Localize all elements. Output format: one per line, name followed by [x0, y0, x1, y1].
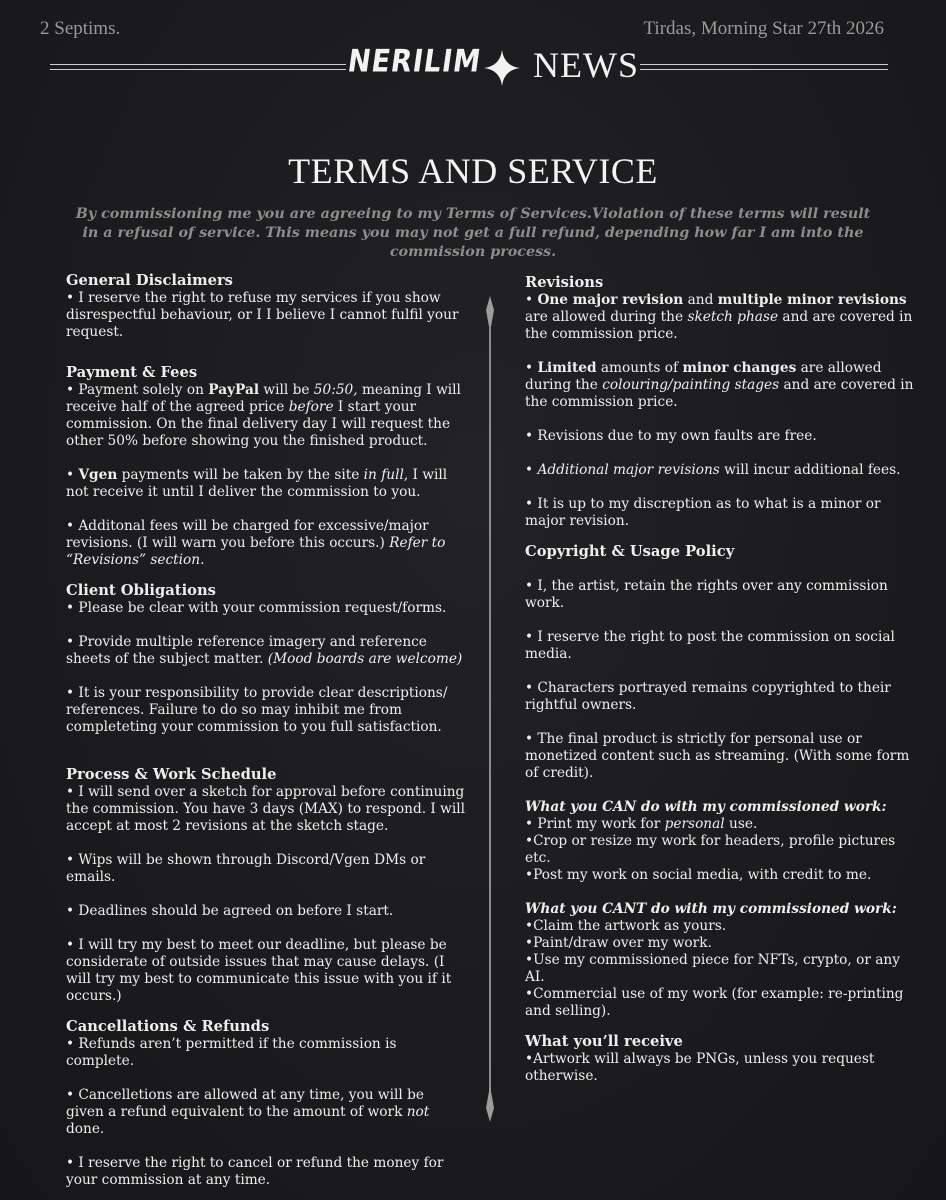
payment-fees-text: • Additonal fees will be charged for excessive/major revisions. (I will warn you before this occurs.) Refer to “Revisions” section.: [66, 518, 446, 568]
process-text-3: • Deadlines should be agreed on before I start.: [66, 903, 394, 919]
masthead: [50, 44, 888, 92]
client-text-1: • Please be clear with your commission request/forms.: [66, 600, 447, 616]
right-column: [525, 273, 915, 1085]
can-do-item-2: •Crop or resize my work for headers, profile pictures etc.: [525, 833, 896, 866]
copyright-text-1: • I, the artist, retain the rights over any commission work.: [525, 578, 888, 611]
payment-vgen-text: • Vgen payments will be taken by the site in full, I will not receive it until I deliver the commission to you.: [66, 467, 448, 500]
can-do-item-3: •Post my work on social media, with credit to me.: [525, 867, 872, 883]
copyright-text-3: • Characters portrayed remains copyrighted to their rightful owners.: [525, 680, 891, 713]
masthead-rule-left: [50, 64, 346, 70]
cancel-text-1: • Refunds aren’t permitted if the commission is complete.: [66, 1036, 397, 1069]
issue-price: 2 Septims.: [40, 18, 121, 39]
cant-do-item-3: •Use my commissioned piece for NFTs, crypto, or any AI.: [525, 952, 900, 985]
issue-date: Tirdas, Morning Star 27th 2026: [643, 18, 884, 39]
cant-do-item-1: •Claim the artwork as yours.: [525, 918, 727, 934]
client-text-3: • It is your responsibility to provide clear descriptions/ references. Failure to do so may inhibit me from completeting your commission to you full satisfaction.: [66, 685, 448, 735]
cancel-text-3: • I reserve the right to cancel or refund the money for your commission at any time.: [66, 1155, 444, 1188]
heading-payment-fees: Payment & Fees: [66, 364, 198, 381]
copyright-text-4: • The final product is strictly for personal use or monetized content such as streaming. (With some form of credit).: [525, 731, 910, 781]
revisions-text-4: • Additional major revisions will incur additional fees.: [525, 462, 901, 478]
heading-copyright-usage: Copyright & Usage Policy: [525, 543, 735, 560]
heading-general-disclaimers: General Disclaimers: [66, 272, 233, 289]
heading-what-you-receive: What you’ll receive: [525, 1033, 683, 1050]
masthead-rule-right: [640, 64, 888, 70]
cant-do-item-4: •Commercial use of my work (for example: re-printing and selling).: [525, 986, 904, 1019]
revisions-text-2: • Limited amounts of minor changes are allowed during the colouring/painting stages and are covered in the commission price.: [525, 360, 914, 410]
process-text-2: • Wips will be shown through Discord/Vgen DMs or emails.: [66, 852, 426, 885]
four-point-star-icon: [482, 48, 522, 88]
client-text-2: • Provide multiple reference imagery and reference sheets of the subject matter. (Mood boards are welcome): [66, 634, 463, 667]
revisions-text-1: • One major revision and multiple minor revisions are allowed during the sketch phase and are covered in the commission price.: [525, 292, 913, 342]
ornamental-divider: [478, 296, 502, 1122]
process-text-1: • I will send over a sketch for approval before continuing the commission. You have 3 days (MAX) to respond. I will accept at most 2 revisions at the sketch stage.: [66, 784, 466, 834]
can-do-item-1: • Print my work for personal use.: [525, 816, 758, 832]
can-do-heading: What you CAN do with my commissioned work:: [525, 799, 887, 815]
revisions-text-3: • Revisions due to my own faults are free.: [525, 428, 817, 444]
general-disclaimer-text: • I reserve the right to refuse my services if you show disrespectful behaviour, or I I believe I cannot fulfil your request.: [66, 290, 459, 340]
intro-text: By commissioning me you are agreeing to my Terms of Services.Violation of these terms will result in a refusal of service. This means you may not get a full refund, depending how far I am into the commission process.: [75, 206, 871, 260]
process-text-4: • I will try my best to meet our deadline, but please be considerate of outside issues that may cause delays. (I will try my best to communicate this issue with you if it occurs.): [66, 937, 452, 1004]
left-column: [66, 271, 466, 1189]
masthead-news: NEWS: [533, 45, 639, 85]
receive-text: •Artwork will always be PNGs, unless you request otherwise.: [525, 1051, 875, 1084]
heading-revisions: Revisions: [525, 274, 604, 291]
heading-cancellations-refunds: Cancellations & Refunds: [66, 1018, 270, 1035]
cant-do-heading: What you CANT do with my commissioned work:: [525, 901, 897, 917]
cancel-text-2: • Cancelletions are allowed at any time, you will be given a refund equivalent to the amount of work not done.: [66, 1087, 430, 1137]
payment-paypal-text: • Payment solely on PayPal will be 50:50, meaning I will receive half of the agreed price before I start your commission. On the final delivery day I will request the other 50% before showing you the finished product.: [66, 382, 461, 449]
revisions-text-5: • It is up to my discreption as to what is a minor or major revision.: [525, 496, 881, 529]
nerilim-logo: NERILIM: [345, 43, 484, 80]
page-title: TERMS AND SERVICE: [288, 151, 658, 191]
cant-do-item-2: •Paint/draw over my work.: [525, 935, 712, 951]
copyright-text-2: • I reserve the right to post the commission on social media.: [525, 629, 895, 662]
heading-client-obligations: Client Obligations: [66, 582, 216, 599]
heading-process-schedule: Process & Work Schedule: [66, 766, 277, 783]
